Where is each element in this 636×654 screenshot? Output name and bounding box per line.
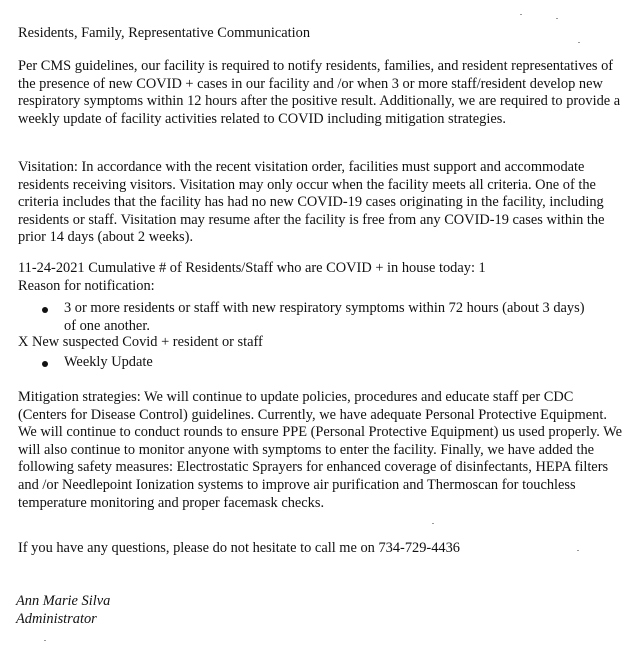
cms-guidelines-paragraph: Per CMS guidelines, our facility is required to notify residents, families, and resident representatives of the presence of new COVID + cases in our facility and /or when 3 or more staff/resident develop new respiratory symptoms within 12 hours after the positive result. Additionally, we are required to provide a weekly update of facility activities related to COVID including mitigation strategies. [18, 58, 621, 127]
signer-name: Ann Marie Silva [16, 593, 111, 609]
notification-block [18, 260, 624, 295]
letter-heading: Residents, Family, Representative Communication [18, 25, 311, 41]
bullet-item-respiratory [42, 300, 602, 336]
scan-speck [44, 640, 46, 641]
questions-paragraph: If you have any questions, please do not hesitate to call me on 734-729-4436 [18, 540, 461, 556]
visitation-paragraph: Visitation: In accordance with the recent visitation order, facilities must support and accommodate residents receiving visitors. Visitation may only occur when the facility meets all criteria. One of the criteria includes that the facility has had no new COVID-19 cases originating in the facility, including residents or staff. Visitation may resume after the facility is free from any COVID-19 cases within the prior 14 days (about 2 weeks). [18, 159, 605, 246]
bullet-text: 3 or more residents or staff with new respiratory symptoms within 72 hours (about 3 days) of one another. [64, 300, 585, 334]
bullet-item-weekly-update [42, 354, 602, 372]
scan-speck [577, 550, 579, 551]
scan-speck [578, 42, 580, 43]
bullet-text: Weekly Update [64, 354, 153, 370]
scan-speck [432, 523, 434, 524]
scan-speck [556, 18, 558, 19]
signer-title: Administrator [16, 610, 97, 627]
reason-label: Reason for notification: [18, 277, 155, 294]
mitigation-paragraph: Mitigation strategies: We will continue to update policies, procedures and educate staff per CDC (Centers for Disease Control) guidelines. Currently, we have adequate Personal Protective Equipment. We will continue to conduct rounds to ensure PPE (Personal Protective Equipment) us used properly. We will also continue to monitor anyone with symptoms to enter the facility. Finally, we have added the following safety measures: Electrostatic Sprayers for enhanced coverage of disinfectants, HEPA filters and /or Needlepoint Ionization systems to improve air purification and Thermoscan for touchless temperature monitoring and proper facemask checks. [18, 389, 622, 511]
cumulative-count-line: 11-24-2021 Cumulative # of Residents/Staff who are COVID + in house today: 1 [18, 260, 486, 276]
scan-speck [520, 14, 522, 15]
bullet-dot-icon [42, 307, 48, 313]
suspected-covid-line: X New suspected Covid + resident or staff [18, 334, 263, 350]
signature-block [16, 593, 110, 628]
bullet-dot-icon [42, 361, 48, 367]
